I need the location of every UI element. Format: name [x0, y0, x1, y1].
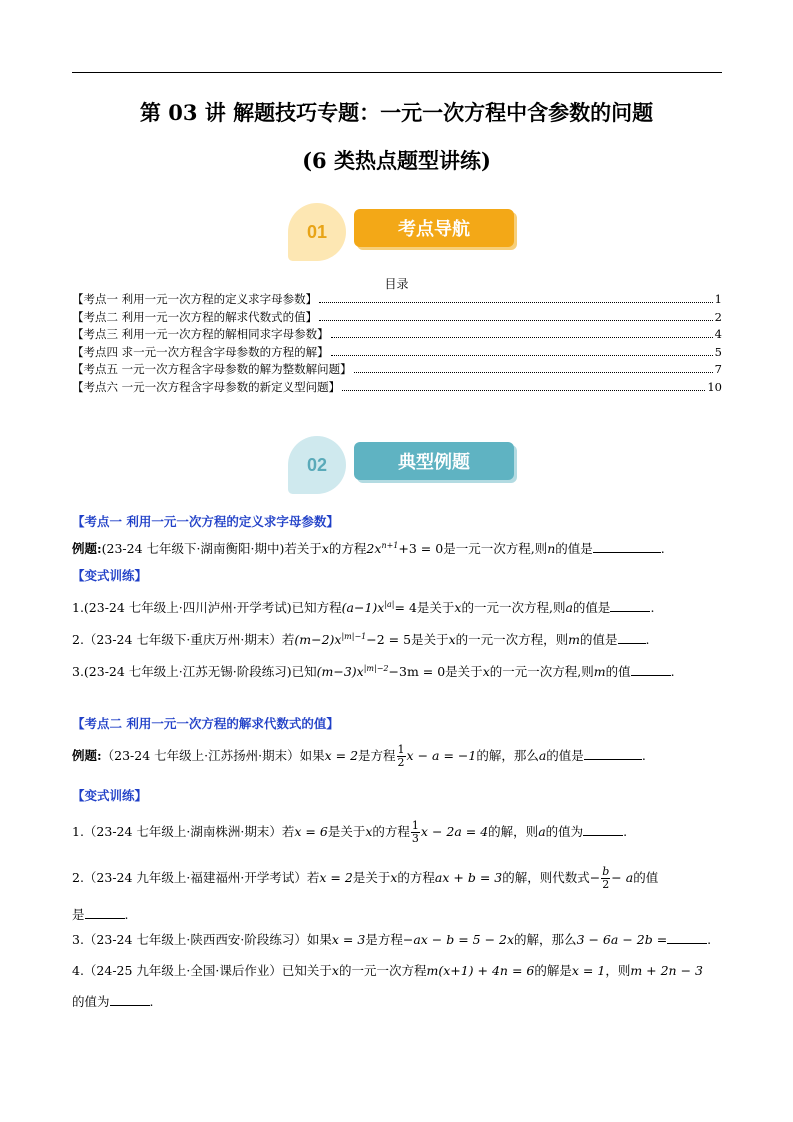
- question-2-4-cont: 的值为 .: [72, 994, 154, 1009]
- badge-label: 典型例题: [354, 442, 514, 480]
- question-2-1: 1.（23-24 七年级上·湖南株洲·期末）若x = 6是关于x的方程 $\frac{1}{3}$ x − 2a = 4的解，则a的值为 .: [72, 819, 628, 845]
- toc-item-page: 5: [714, 344, 722, 359]
- fraction: $\frac{1}{2}$: [397, 743, 405, 769]
- variant-heading-2: 【变式训练】: [72, 788, 148, 803]
- header-rule: [72, 72, 722, 73]
- question-1-2: 2.（23-24 七年级下·重庆万州·期末）若$(m-2)x^{|m|-1}-2 = 5$是关于x的一元一次方程，则m的值是 .: [72, 631, 650, 647]
- toc-item-label: 【考点四 求一元一次方程含字母参数的方程的解】: [72, 344, 329, 359]
- toc-item[interactable]: [72, 379, 722, 397]
- badge-number: 01: [288, 203, 346, 261]
- toc-item-label: 【考点二 利用一元一次方程的解求代数式的值】: [72, 309, 318, 324]
- toc-item-label: 【考点一 利用一元一次方程的定义求字母参数】: [72, 292, 318, 306]
- answer-blank[interactable]: [618, 631, 646, 644]
- answer-blank[interactable]: [85, 906, 125, 919]
- toc-item-page: 10: [707, 379, 722, 394]
- toc-item[interactable]: [72, 344, 722, 362]
- question-1-3: 3.(23-24 七年级上·江苏无锡·阶段练习)已知$(m-3)x^{|m|-2}-3m = 0$是关于x的一元一次方程,则m的值 .: [72, 663, 675, 679]
- badge-number: 02: [288, 436, 346, 494]
- toc-title: 目录: [384, 277, 409, 291]
- toc-item-label: 【考点六 一元一次方程含字母参数的新定义型问题】: [72, 379, 341, 394]
- answer-blank[interactable]: [593, 540, 661, 553]
- answer-blank[interactable]: [610, 599, 650, 612]
- answer-blank[interactable]: [667, 931, 707, 944]
- question-2-4: 4.（24-25 九年级上·全国·课后作业）已知关于x的一元一次方程m(x+1) + 4n = 6的解是x = 1，则m + 2n − 3: [72, 963, 703, 978]
- toc-item-page: 2: [714, 309, 722, 324]
- table-of-contents: [72, 291, 722, 397]
- fraction: $\frac{1}{3}$: [411, 819, 419, 845]
- answer-blank[interactable]: [584, 747, 642, 760]
- variant-heading-1: 【变式训练】: [72, 568, 148, 583]
- toc-item[interactable]: [72, 326, 722, 344]
- question-2-2: 2.（23-24 九年级上·福建福州·开学考试）若x = 2是关于x的方程ax + b = 3的解，则代数式− $\frac{b}{2}$ − a的值: [72, 865, 659, 891]
- example-2: 例题:（23-24 七年级上·江苏扬州·期末）如果x = 2是方程 $\frac{1}{2}$ x − a = −1的解，那么a的值是 .: [72, 743, 646, 769]
- answer-blank[interactable]: [631, 663, 671, 676]
- page-title: 第 03 讲 解题技巧专题：一元一次方程中含参数的问题: [139, 100, 654, 125]
- answer-blank[interactable]: [583, 823, 623, 836]
- toc-item-label: 【考点三 利用一元一次方程的解相同求字母参数】: [72, 327, 329, 342]
- toc-item-page: 7: [714, 362, 722, 377]
- section-heading-1: 【考点一 利用一元一次方程的定义求字母参数】: [72, 514, 339, 529]
- question-2-2-cont: 是 .: [72, 907, 129, 922]
- section-heading-2: 【考点二 利用一元一次方程的解求代数式的值】: [72, 716, 339, 731]
- fraction: $\frac{b}{2}$: [602, 865, 610, 891]
- example-1: 例题:(23-24 七年级下·湖南衡阳·期中)若关于x的方程$2x^{n+1}+3 = 0$是一元一次方程,则n的值是 .: [72, 540, 665, 556]
- badge-label: 考点导航: [354, 209, 514, 247]
- page-subtitle: (6 类热点题型讲练): [302, 148, 491, 173]
- question-1-1: 1.(23-24 七年级上·四川泸州·开学考试)已知方程$(a-1)x^{|a|}= 4$是关于x的一元一次方程,则a的值是 .: [72, 599, 655, 615]
- toc-item[interactable]: [72, 291, 722, 309]
- toc-item[interactable]: [72, 361, 722, 379]
- toc-item[interactable]: [72, 309, 722, 327]
- answer-blank[interactable]: [110, 993, 150, 1006]
- toc-item-page: 1: [714, 292, 722, 306]
- question-2-3: 3.（23-24 七年级上·陕西西安·阶段练习）如果x = 3是方程−ax − b = 5 − 2x的解，那么3 − 6a − 2b = .: [72, 932, 712, 947]
- toc-item-page: 4: [714, 327, 722, 342]
- toc-item-label: 【考点五 一元一次方程含字母参数的解为整数解问题】: [72, 362, 352, 377]
